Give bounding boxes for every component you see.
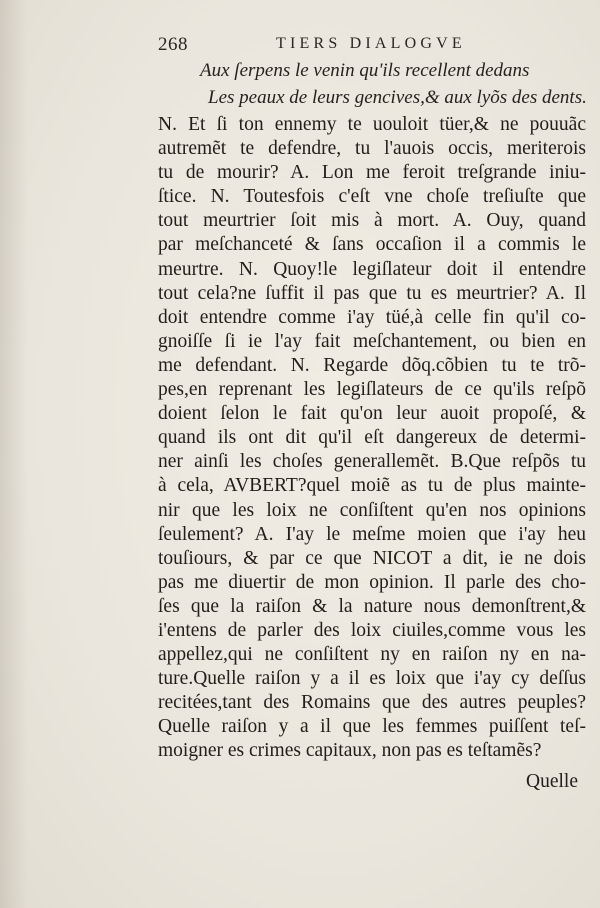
verse-line: Aux ſerpens le venin qu'ils recellent dedans (200, 60, 530, 81)
text-line: pes,en reprenant les legiſlateurs de ce qu'ils reſpõ (158, 379, 586, 401)
text-line: autremẽt te defendre, tu l'auois occis, meriterois (158, 138, 586, 160)
text-line: ſeulement? A. I'ay le meſme moien que i'ay heu (158, 523, 586, 545)
text-line: à cela, AVBERT?quel moiẽ as tu de plus mainte- (158, 475, 586, 497)
text-line: ſtice. N. Toutesfois c'eſt vne choſe treſiuſte que (158, 186, 586, 208)
page-number: 268 (158, 34, 188, 55)
gutter-shadow (0, 0, 28, 908)
text-line: N. Et ſi ton ennemy te uouloit tüer,& ne pouuãc (158, 114, 586, 135)
text-line: i'entens de parler des loix ciuiles,comme vous les (158, 619, 586, 641)
text-line: pas me diuertir de mon opinion. Il parle des cho- (158, 571, 586, 593)
text-line: nir que les loix ne conſiſtent qu'en nos opinions (158, 499, 586, 521)
text-line: Quelle raiſon y a il que les femmes puiſſent teſ- (158, 716, 586, 738)
text-line: moigner es crimes capitaux, non pas es teſtamẽs? (158, 740, 542, 762)
text-line: me defendant. N. Regarde dõq.cõbien tu te trõ- (158, 354, 586, 376)
text-line: appellez,qui ne conſiſtent ny en raiſon ny en na- (158, 644, 586, 666)
text-line: tout cela?ne ſuffit il pas que tu es meurtrier? A. Il (158, 282, 586, 304)
text-line: gnoiſſe ſi ie l'ay fait meſchantement, ou bien en (158, 330, 586, 352)
text-line: doit entendre comme i'ay tüé,à celle fin qu'il co- (158, 306, 586, 328)
text-line: ſes que la raiſon & la nature nous demonſtrent,& (158, 595, 586, 617)
verse-line: Les peaux de leurs gencives,& aux lyõs des dents. (208, 87, 587, 108)
running-head (158, 34, 578, 60)
text-line: meurtre. N. Quoy!le legiſlateur doit il entendre (158, 258, 586, 280)
text-line: ner ainſi les choſes generallemẽt. B.Que reſpõs tu (158, 451, 586, 473)
text-line: par meſchanceté & ſans occaſion il a commis le (158, 234, 586, 256)
text-line: touſiours, & par ce que NICOT a dit, ie ne dois (158, 547, 586, 569)
body-text (158, 113, 586, 764)
text-line: tout meurtrier ſoit mis à mort. A. Ouy, quand (158, 210, 586, 232)
text-line: quand ils ont dit qu'il eſt dangereux de determi- (158, 427, 586, 449)
text-line: doient ſelon le fait qu'on leur auoit propoſé, & (158, 403, 586, 425)
running-title: TIERS DIALOGVE (276, 35, 466, 52)
text-line: tu de mourir? A. Lon me feroit treſgrande iniu- (158, 162, 586, 184)
text-line: ture.Quelle raiſon y a il es loix que i'ay cy deſſus (158, 668, 586, 690)
text-line: recitées,tant des Romains que des autres peuples? (158, 692, 586, 714)
catchword: Quelle (526, 771, 578, 792)
